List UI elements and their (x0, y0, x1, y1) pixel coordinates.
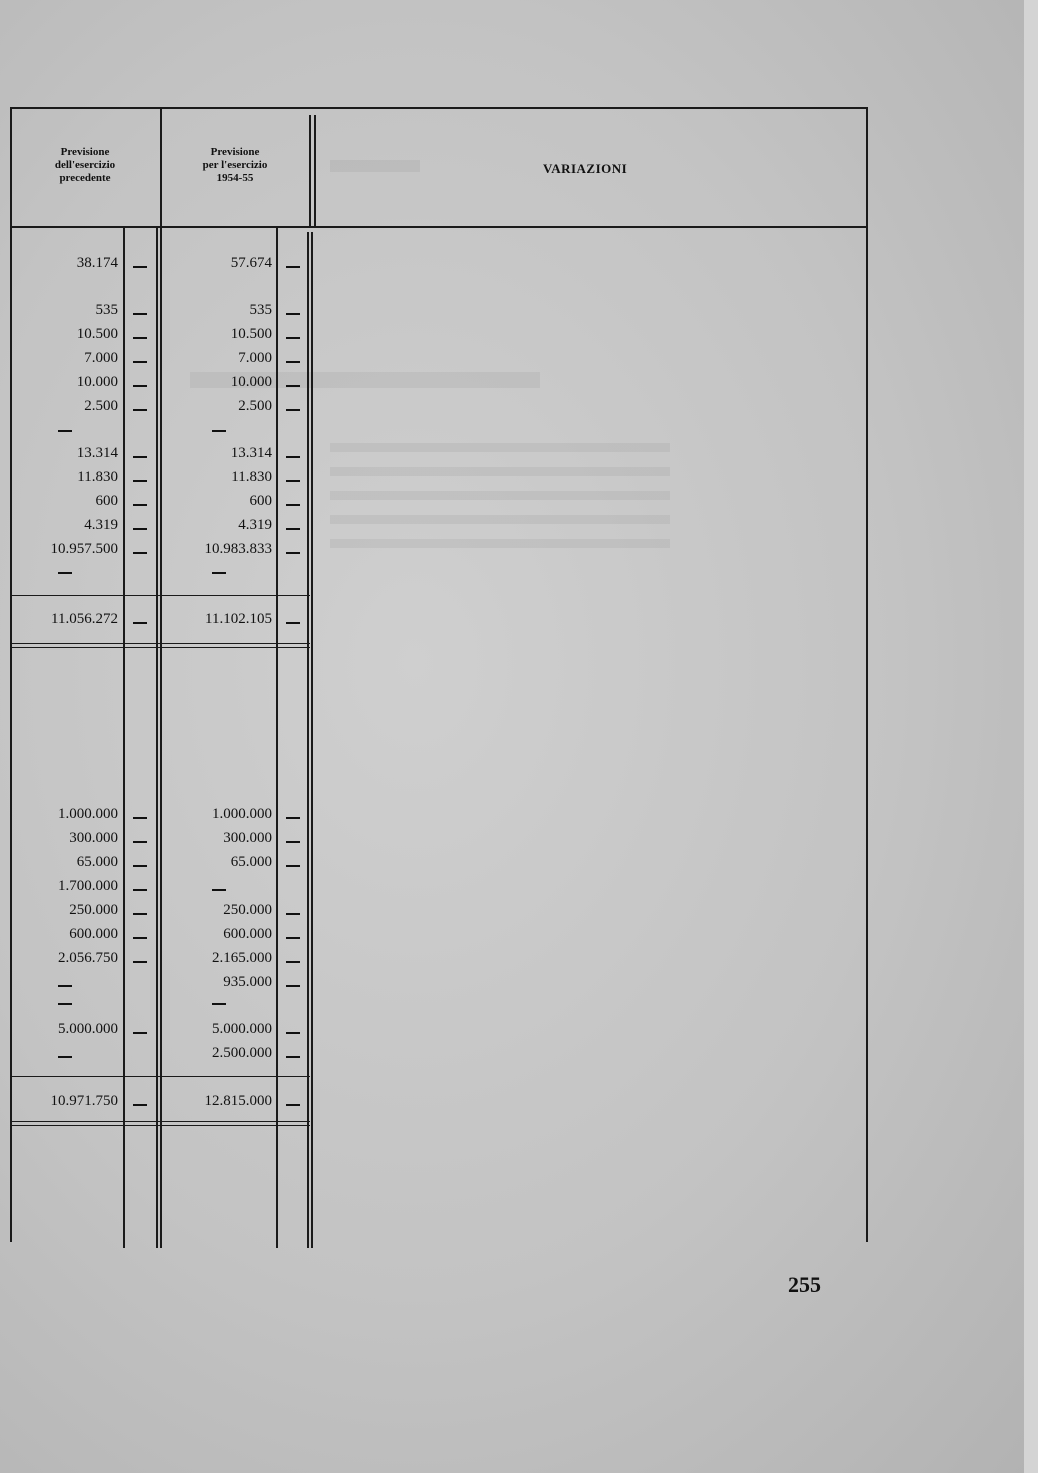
curr-value: 10.500 (230, 326, 272, 342)
prev-value: 600.000 (69, 926, 118, 942)
empty-dash (58, 1003, 72, 1005)
dash (286, 528, 300, 530)
header-line: precedente (59, 172, 111, 184)
dash (133, 937, 147, 939)
prev-value: 535 (95, 302, 118, 318)
dash (286, 552, 300, 554)
curr-value: 10.983.833 (204, 541, 272, 557)
prev-value: 65.000 (76, 854, 118, 870)
prev-value: 300.000 (69, 830, 118, 846)
col-line (160, 228, 162, 1248)
right-frame (866, 107, 868, 1242)
dash (286, 504, 300, 506)
curr-value: 535 (249, 302, 272, 318)
header-line: Previsione (60, 146, 110, 158)
prev-value: 10.000 (76, 374, 118, 390)
empty-dash (212, 572, 226, 574)
total-double-rule (10, 643, 310, 644)
curr-value: 300.000 (223, 830, 272, 846)
curr-value: 250.000 (223, 902, 272, 918)
dash (133, 313, 147, 315)
dash (133, 889, 147, 891)
page-number: 255 (788, 1272, 821, 1297)
curr-value: 10.000 (230, 374, 272, 390)
dash (286, 841, 300, 843)
curr-value: 65.000 (230, 854, 272, 870)
header-rule (10, 226, 868, 228)
empty-dash (212, 1003, 226, 1005)
prev-value: 4.319 (84, 517, 118, 533)
header-variazioni: VARIAZIONI (543, 161, 628, 176)
curr-value: 2.165.000 (212, 950, 272, 966)
prev-value: 600 (95, 493, 118, 509)
curr-value: 600 (249, 493, 272, 509)
dash (286, 361, 300, 363)
dash (286, 817, 300, 819)
col-line (307, 232, 309, 1248)
dash (133, 409, 147, 411)
col-line (123, 228, 125, 1248)
prev-value: 10.500 (76, 326, 118, 342)
dash (286, 622, 300, 624)
empty-dash (58, 430, 72, 432)
curr-value: 11.830 (231, 469, 272, 485)
dash (286, 961, 300, 963)
total-double-rule (10, 647, 310, 648)
curr-value: 5.000.000 (212, 1021, 272, 1037)
dash (286, 865, 300, 867)
empty-dash (58, 985, 72, 987)
dash (133, 865, 147, 867)
dash (286, 409, 300, 411)
header-line: 1954-55 (216, 172, 254, 184)
dash (133, 361, 147, 363)
col-line (309, 115, 311, 227)
dash (133, 480, 147, 482)
empty-dash (212, 889, 226, 891)
col-line (276, 228, 278, 1248)
dash (133, 552, 147, 554)
empty-dash (58, 1056, 72, 1058)
col-line (314, 115, 316, 227)
header-curr (170, 146, 300, 185)
header-prev (20, 146, 150, 185)
total-prev: 11.056.272 (51, 611, 118, 627)
curr-value: 600.000 (223, 926, 272, 942)
dash (286, 1104, 300, 1106)
col-line (311, 232, 313, 1248)
dash (133, 504, 147, 506)
dash (133, 622, 147, 624)
header-line: dell'esercizio (54, 159, 116, 171)
prev-value: 5.000.000 (58, 1021, 118, 1037)
curr-value: 4.319 (238, 517, 272, 533)
curr-value: 13.314 (230, 445, 272, 461)
curr-value: 7.000 (238, 350, 272, 366)
prev-value: 7.000 (84, 350, 118, 366)
header-line: per l'esercizio (202, 159, 268, 171)
col-line (156, 228, 158, 1248)
dash (286, 480, 300, 482)
table-top-rule (10, 107, 868, 109)
subtotal-rule (10, 1076, 310, 1077)
prev-value: 1.000.000 (58, 806, 118, 822)
prev-value: 13.314 (76, 445, 118, 461)
dash (286, 385, 300, 387)
total-curr: 11.102.105 (205, 611, 272, 627)
show-through-mark (330, 443, 670, 553)
dash (133, 1032, 147, 1034)
show-through-mark (330, 160, 420, 172)
dash (133, 1104, 147, 1106)
dash (133, 817, 147, 819)
prev-value: 2.056.750 (58, 950, 118, 966)
dash (133, 528, 147, 530)
curr-value: 2.500.000 (212, 1045, 272, 1061)
curr-value: 935.000 (223, 974, 272, 990)
prev-value: 1.700.000 (58, 878, 118, 894)
col-line (160, 107, 162, 227)
dash (286, 266, 300, 268)
dash (286, 313, 300, 315)
total-double-rule (10, 1125, 310, 1126)
dash (286, 985, 300, 987)
prev-value: 250.000 (69, 902, 118, 918)
dash (133, 266, 147, 268)
dash (133, 385, 147, 387)
prev-value: 2.500 (84, 398, 118, 414)
dash (133, 961, 147, 963)
dash (133, 456, 147, 458)
dash (133, 841, 147, 843)
empty-dash (58, 572, 72, 574)
dash (286, 337, 300, 339)
total-prev: 10.971.750 (50, 1093, 118, 1109)
dash (286, 913, 300, 915)
curr-value: 2.500 (238, 398, 272, 414)
prev-value: 10.957.500 (50, 541, 118, 557)
dash (133, 337, 147, 339)
col-line (10, 107, 12, 1242)
dash (133, 913, 147, 915)
dash (286, 456, 300, 458)
dash (286, 937, 300, 939)
dash (286, 1056, 300, 1058)
curr-value: 1.000.000 (212, 806, 272, 822)
subtotal-rule (10, 595, 310, 596)
dash (286, 1032, 300, 1034)
curr-value: 57.674 (230, 255, 272, 271)
empty-dash (212, 430, 226, 432)
total-double-rule (10, 1121, 310, 1122)
prev-value: 38.174 (76, 255, 118, 271)
total-curr: 12.815.000 (204, 1093, 272, 1109)
header-line: Previsione (210, 146, 260, 158)
prev-value: 11.830 (77, 469, 118, 485)
page-edge (1024, 0, 1038, 1473)
